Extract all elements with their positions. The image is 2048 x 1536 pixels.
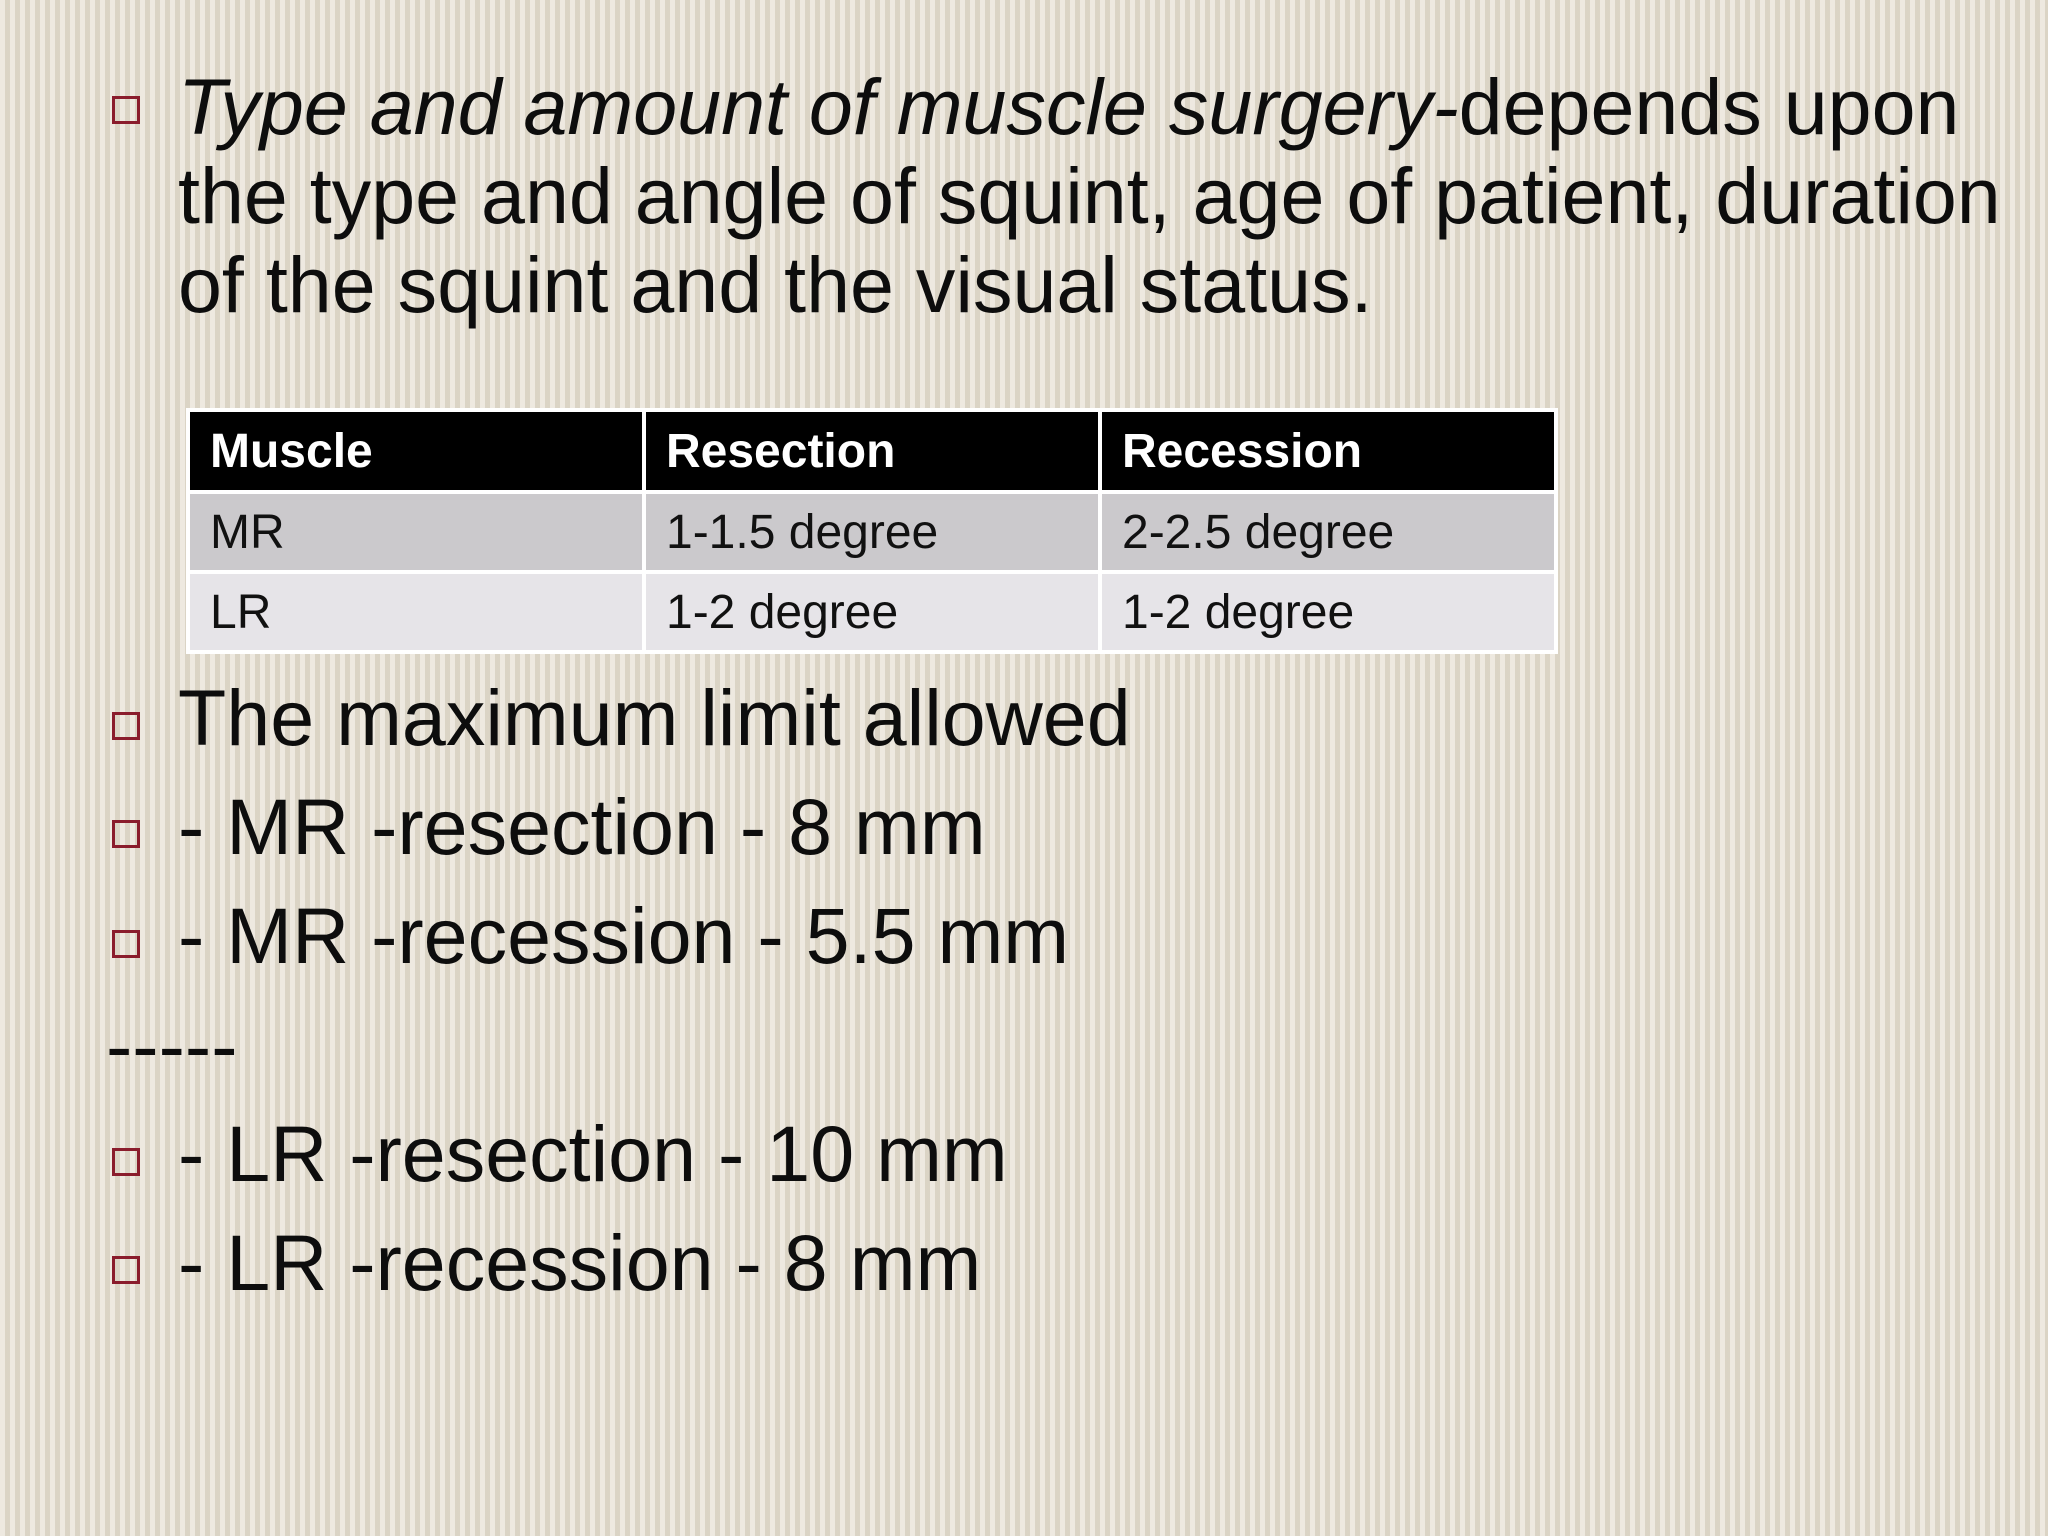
lr-resection-text: - LR -resection - 10 mm xyxy=(178,1109,1008,1198)
mr-resection-text: - MR -resection - 8 mm xyxy=(178,782,986,871)
intro-paragraph xyxy=(178,62,2038,329)
square-bullet-icon xyxy=(112,1148,140,1176)
table-header-cell: Muscle xyxy=(188,410,644,492)
intro-italic-text: Type and amount of muscle surgery- xyxy=(178,62,1459,151)
square-bullet-icon xyxy=(112,1256,140,1284)
table-cell: 1-2 degree xyxy=(644,572,1100,652)
table-cell: LR xyxy=(188,572,644,652)
table-header-cell: Recession xyxy=(1100,410,1556,492)
separator-text: ----- xyxy=(106,1001,238,1090)
table-header-cell: Resection xyxy=(644,410,1100,492)
intro-rest-text: depends upon the type and angle of squint, age of patient, duration of the squint and the visual status. xyxy=(178,62,2001,329)
table-cell: 1-1.5 degree xyxy=(644,492,1100,572)
table-cell: MR xyxy=(188,492,644,572)
square-bullet-icon xyxy=(112,930,140,958)
table-cell: 2-2.5 degree xyxy=(1100,492,1556,572)
mr-recession-text: - MR -recession - 5.5 mm xyxy=(178,891,1070,980)
table-row xyxy=(188,572,1556,652)
max-limit-text: The maximum limit allowed xyxy=(178,673,1131,762)
lr-recession-text: - LR -recession - 8 mm xyxy=(178,1218,982,1307)
table-row xyxy=(188,492,1556,572)
square-bullet-icon xyxy=(112,712,140,740)
table-cell: 1-2 degree xyxy=(1100,572,1556,652)
square-bullet-icon xyxy=(112,96,140,124)
square-bullet-icon xyxy=(112,820,140,848)
table-header-row xyxy=(188,410,1556,492)
surgery-table xyxy=(186,408,1558,654)
